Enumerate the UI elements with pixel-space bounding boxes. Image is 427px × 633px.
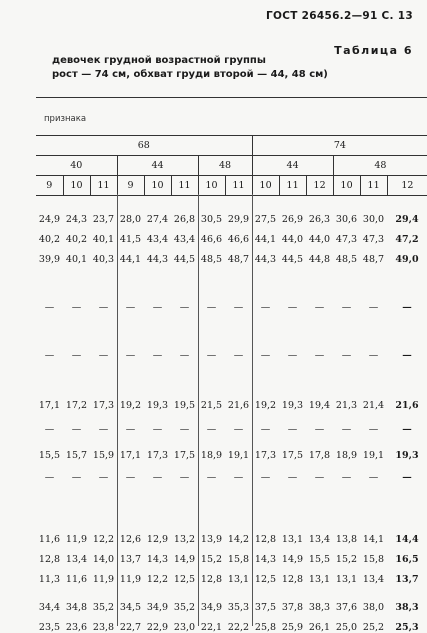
table-cell: 46,6 <box>227 234 250 245</box>
table-cell: 15,9 <box>92 450 115 461</box>
table-cell: 37,8 <box>281 602 304 613</box>
table-cell: — <box>152 472 163 483</box>
table-cell: — <box>233 302 244 313</box>
table-cell: 35,2 <box>92 602 115 613</box>
table-cell: — <box>233 472 244 483</box>
hip-header: 9 <box>36 176 63 196</box>
table-cell: — <box>44 302 55 313</box>
table-cell: 47,3 <box>362 234 385 245</box>
table-cell: — <box>206 472 217 483</box>
table-cell: — <box>402 472 412 483</box>
table-top-rule <box>36 97 427 98</box>
table-caption-line-1: девочек грудной возрастной группы <box>52 55 266 66</box>
table-cell: 46,6 <box>200 234 223 245</box>
table-cell: 15,5 <box>308 554 331 565</box>
table-cell: — <box>260 350 271 361</box>
table-cell: 44,0 <box>308 234 331 245</box>
table-cell: 44,0 <box>281 234 304 245</box>
table-cell: — <box>98 302 109 313</box>
table-cell: — <box>368 350 379 361</box>
table-cell: 39,9 <box>38 254 61 265</box>
column-label: признака <box>44 114 87 124</box>
height-header-74: 74 <box>252 136 427 156</box>
table-row <box>36 254 427 265</box>
table-cell: 19,5 <box>173 400 196 411</box>
table-cell: 19,2 <box>119 400 142 411</box>
hip-header: 10 <box>144 176 171 196</box>
table-cell: 23,5 <box>38 622 61 633</box>
table-cell: 26,9 <box>281 214 304 225</box>
table-row <box>36 350 427 361</box>
chest-header: 48 <box>333 156 427 176</box>
table-cell: 11,9 <box>92 574 115 585</box>
table-cell: 18,9 <box>200 450 223 461</box>
table-cell: — <box>402 424 412 435</box>
table-cell: 13,1 <box>227 574 250 585</box>
table-cell: — <box>402 302 412 313</box>
table-cell: 15,8 <box>227 554 250 565</box>
table-cell: — <box>368 472 379 483</box>
table-cell: 23,8 <box>92 622 115 633</box>
table-cell: 35,2 <box>173 602 196 613</box>
table-cell: 19,3 <box>395 450 419 461</box>
table-cell: — <box>44 472 55 483</box>
table-cell: 25,0 <box>335 622 358 633</box>
table-cell: — <box>402 350 412 361</box>
table-cell: 38,3 <box>395 602 419 613</box>
height-header-68: 68 <box>36 136 252 156</box>
table-cell: 25,8 <box>254 622 277 633</box>
table-cell: 22,7 <box>119 622 142 633</box>
table-cell: — <box>44 424 55 435</box>
hip-header: 10 <box>63 176 90 196</box>
table-cell: 44,1 <box>119 254 142 265</box>
table-cell: 12,2 <box>92 534 115 545</box>
table-cell: 17,2 <box>65 400 88 411</box>
table-cell: 12,5 <box>173 574 196 585</box>
table-cell: — <box>125 350 136 361</box>
table-cell: — <box>152 424 163 435</box>
table-cell: 12,2 <box>146 574 169 585</box>
table-cell: 26,8 <box>173 214 196 225</box>
table-cell: 19,4 <box>308 400 331 411</box>
table-cell: — <box>179 350 190 361</box>
table-cell: 38,0 <box>362 602 385 613</box>
table-row <box>36 472 427 483</box>
table-cell: 14,3 <box>254 554 277 565</box>
table-caption-line-2: рост — 74 см, обхват груди второй — 44, 48 см) <box>52 69 328 80</box>
chest-header: 48 <box>198 156 252 176</box>
table-cell: 13,1 <box>308 574 331 585</box>
hip-header: 9 <box>117 176 144 196</box>
table-cell: — <box>341 350 352 361</box>
table-row <box>36 450 427 461</box>
table-cell: 14,2 <box>227 534 250 545</box>
table-row <box>36 302 427 313</box>
table-cell: 12,9 <box>146 534 169 545</box>
table-cell: 40,1 <box>92 234 115 245</box>
table-cell: 37,6 <box>335 602 358 613</box>
table-cell: — <box>287 424 298 435</box>
table-cell: 17,5 <box>281 450 304 461</box>
table-cell: 43,4 <box>146 234 169 245</box>
table-cell: 13,4 <box>65 554 88 565</box>
table-cell: 15,5 <box>38 450 61 461</box>
hip-header: 12 <box>306 176 333 196</box>
table-cell: — <box>341 424 352 435</box>
table-cell: 44,5 <box>281 254 304 265</box>
table-cell: 15,2 <box>335 554 358 565</box>
table-row <box>36 214 427 225</box>
table-cell: 12,8 <box>281 574 304 585</box>
table-cell: 12,8 <box>200 574 223 585</box>
table-cell: 17,3 <box>92 400 115 411</box>
table-cell: 19,1 <box>227 450 250 461</box>
table-cell: 11,6 <box>65 574 88 585</box>
table-cell: 13,2 <box>173 534 196 545</box>
table-cell: 30,6 <box>335 214 358 225</box>
table-cell: 21,3 <box>335 400 358 411</box>
table-number: Таблица 6 <box>334 44 413 57</box>
hip-header: 10 <box>333 176 360 196</box>
table-row <box>36 602 427 613</box>
table-cell: 12,8 <box>38 554 61 565</box>
table-cell: — <box>260 424 271 435</box>
table-cell: — <box>179 472 190 483</box>
table-cell: — <box>71 350 82 361</box>
table-cell: — <box>314 302 325 313</box>
table-cell: 44,3 <box>254 254 277 265</box>
table-cell: 25,9 <box>281 622 304 633</box>
table-cell: 21,5 <box>200 400 223 411</box>
table-cell: — <box>206 424 217 435</box>
table-cell: 25,2 <box>362 622 385 633</box>
table-cell: — <box>314 472 325 483</box>
hip-header: 12 <box>387 176 427 196</box>
table-cell: 48,7 <box>227 254 250 265</box>
table-cell: 21,6 <box>227 400 250 411</box>
table-cell: 17,3 <box>254 450 277 461</box>
table-cell: 47,2 <box>395 234 419 245</box>
table-cell: 12,8 <box>254 534 277 545</box>
table-cell: — <box>287 350 298 361</box>
table-cell: 15,7 <box>65 450 88 461</box>
table-cell: — <box>152 302 163 313</box>
table-row <box>36 554 427 565</box>
table-cell: — <box>152 350 163 361</box>
table-cell: 21,4 <box>362 400 385 411</box>
table-cell: — <box>368 302 379 313</box>
table-cell: 40,1 <box>65 254 88 265</box>
table-cell: 19,3 <box>281 400 304 411</box>
table-cell: — <box>206 302 217 313</box>
table-cell: 40,2 <box>38 234 61 245</box>
table-cell: 49,0 <box>395 254 419 265</box>
table-cell: 17,3 <box>146 450 169 461</box>
table-cell: 34,5 <box>119 602 142 613</box>
table-cell: 21,6 <box>395 400 419 411</box>
table-cell: 37,5 <box>254 602 277 613</box>
table-cell: — <box>98 350 109 361</box>
table-cell: 15,2 <box>200 554 223 565</box>
table-cell: — <box>341 302 352 313</box>
table-row <box>36 400 427 411</box>
document-header: ГОСТ 26456.2—91 С. 13 <box>266 10 413 22</box>
table-cell: 48,5 <box>335 254 358 265</box>
table-cell: 34,9 <box>200 602 223 613</box>
table-cell: 40,3 <box>92 254 115 265</box>
table-cell: 41,5 <box>119 234 142 245</box>
table-cell: — <box>314 350 325 361</box>
table-cell: 13,8 <box>335 534 358 545</box>
table-cell: 22,9 <box>146 622 169 633</box>
table-cell: 30,0 <box>362 214 385 225</box>
chest-header: 44 <box>117 156 198 176</box>
table-cell: — <box>179 424 190 435</box>
table-cell: — <box>233 350 244 361</box>
table-cell: 23,7 <box>92 214 115 225</box>
table-cell: 19,3 <box>146 400 169 411</box>
table-cell: 13,1 <box>281 534 304 545</box>
table-cell: 47,3 <box>335 234 358 245</box>
table-row <box>36 534 427 545</box>
table-cell: 22,1 <box>200 622 223 633</box>
table-cell: 29,4 <box>395 214 419 225</box>
table-row <box>36 574 427 585</box>
table-cell: — <box>260 472 271 483</box>
table-cell: — <box>98 472 109 483</box>
table-cell: — <box>206 350 217 361</box>
table-header <box>36 135 427 196</box>
table-cell: — <box>125 424 136 435</box>
hip-header: 10 <box>252 176 279 196</box>
table-cell: 11,3 <box>38 574 61 585</box>
chest-header: 40 <box>36 156 117 176</box>
chest-header: 44 <box>252 156 333 176</box>
hip-header: 10 <box>198 176 225 196</box>
table-cell: — <box>71 302 82 313</box>
table-cell: — <box>71 472 82 483</box>
table-cell: 25,3 <box>395 622 419 633</box>
table-cell: — <box>368 424 379 435</box>
table-cell: 23,0 <box>173 622 196 633</box>
table-cell: 15,8 <box>362 554 385 565</box>
table-cell: 38,3 <box>308 602 331 613</box>
table-cell: 24,9 <box>38 214 61 225</box>
table-cell: 12,6 <box>119 534 142 545</box>
table-cell: 13,7 <box>119 554 142 565</box>
hip-header: 11 <box>90 176 117 196</box>
hip-header: 11 <box>225 176 252 196</box>
table-cell: 14,1 <box>362 534 385 545</box>
table-cell: 17,5 <box>173 450 196 461</box>
table-row <box>36 424 427 435</box>
table-cell: 35,3 <box>227 602 250 613</box>
table-cell: 13,9 <box>200 534 223 545</box>
table-cell: 14,9 <box>173 554 196 565</box>
table-row <box>36 622 427 633</box>
table-cell: 13,4 <box>362 574 385 585</box>
table-cell: — <box>287 302 298 313</box>
table-cell: 34,9 <box>146 602 169 613</box>
table-cell: 44,1 <box>254 234 277 245</box>
hip-header: 11 <box>279 176 306 196</box>
table-cell: — <box>44 350 55 361</box>
table-cell: 13,4 <box>308 534 331 545</box>
table-cell: 13,7 <box>395 574 419 585</box>
table-cell: 17,1 <box>119 450 142 461</box>
table-cell: — <box>233 424 244 435</box>
table-cell: 44,5 <box>173 254 196 265</box>
table-cell: 34,4 <box>38 602 61 613</box>
table-cell: 48,7 <box>362 254 385 265</box>
table-cell: 34,8 <box>65 602 88 613</box>
hip-header: 11 <box>171 176 198 196</box>
table-cell: 19,1 <box>362 450 385 461</box>
table-cell: — <box>260 302 271 313</box>
table-cell: — <box>98 424 109 435</box>
table-cell: 19,2 <box>254 400 277 411</box>
table-cell: 30,5 <box>200 214 223 225</box>
table-cell: — <box>314 424 325 435</box>
table-cell: 23,6 <box>65 622 88 633</box>
table-cell: 11,9 <box>65 534 88 545</box>
table-cell: — <box>179 302 190 313</box>
table-cell: 16,5 <box>395 554 419 565</box>
table-cell: 14,3 <box>146 554 169 565</box>
table-cell: 24,3 <box>65 214 88 225</box>
table-cell: 17,8 <box>308 450 331 461</box>
table-cell: 11,9 <box>119 574 142 585</box>
table-cell: 40,2 <box>65 234 88 245</box>
table-cell: 29,9 <box>227 214 250 225</box>
table-cell: 27,5 <box>254 214 277 225</box>
table-cell: 14,9 <box>281 554 304 565</box>
table-cell: 43,4 <box>173 234 196 245</box>
table-cell: — <box>287 472 298 483</box>
table-cell: 22,2 <box>227 622 250 633</box>
table-cell: 14,4 <box>395 534 419 545</box>
table-row <box>36 234 427 245</box>
table-cell: 26,3 <box>308 214 331 225</box>
table-cell: 11,6 <box>38 534 61 545</box>
table-cell: 26,1 <box>308 622 331 633</box>
table-cell: — <box>125 302 136 313</box>
table-cell: 12,5 <box>254 574 277 585</box>
table-cell: 48,5 <box>200 254 223 265</box>
table-cell: — <box>125 472 136 483</box>
table-cell: 13,1 <box>335 574 358 585</box>
table-cell: 27,4 <box>146 214 169 225</box>
table-cell: 44,3 <box>146 254 169 265</box>
table-cell: 14,0 <box>92 554 115 565</box>
hip-header: 11 <box>360 176 387 196</box>
table-cell: 18,9 <box>335 450 358 461</box>
table-cell: 28,0 <box>119 214 142 225</box>
table-cell: 44,8 <box>308 254 331 265</box>
table-cell: — <box>71 424 82 435</box>
table-cell: — <box>341 472 352 483</box>
table-cell: 17,1 <box>38 400 61 411</box>
